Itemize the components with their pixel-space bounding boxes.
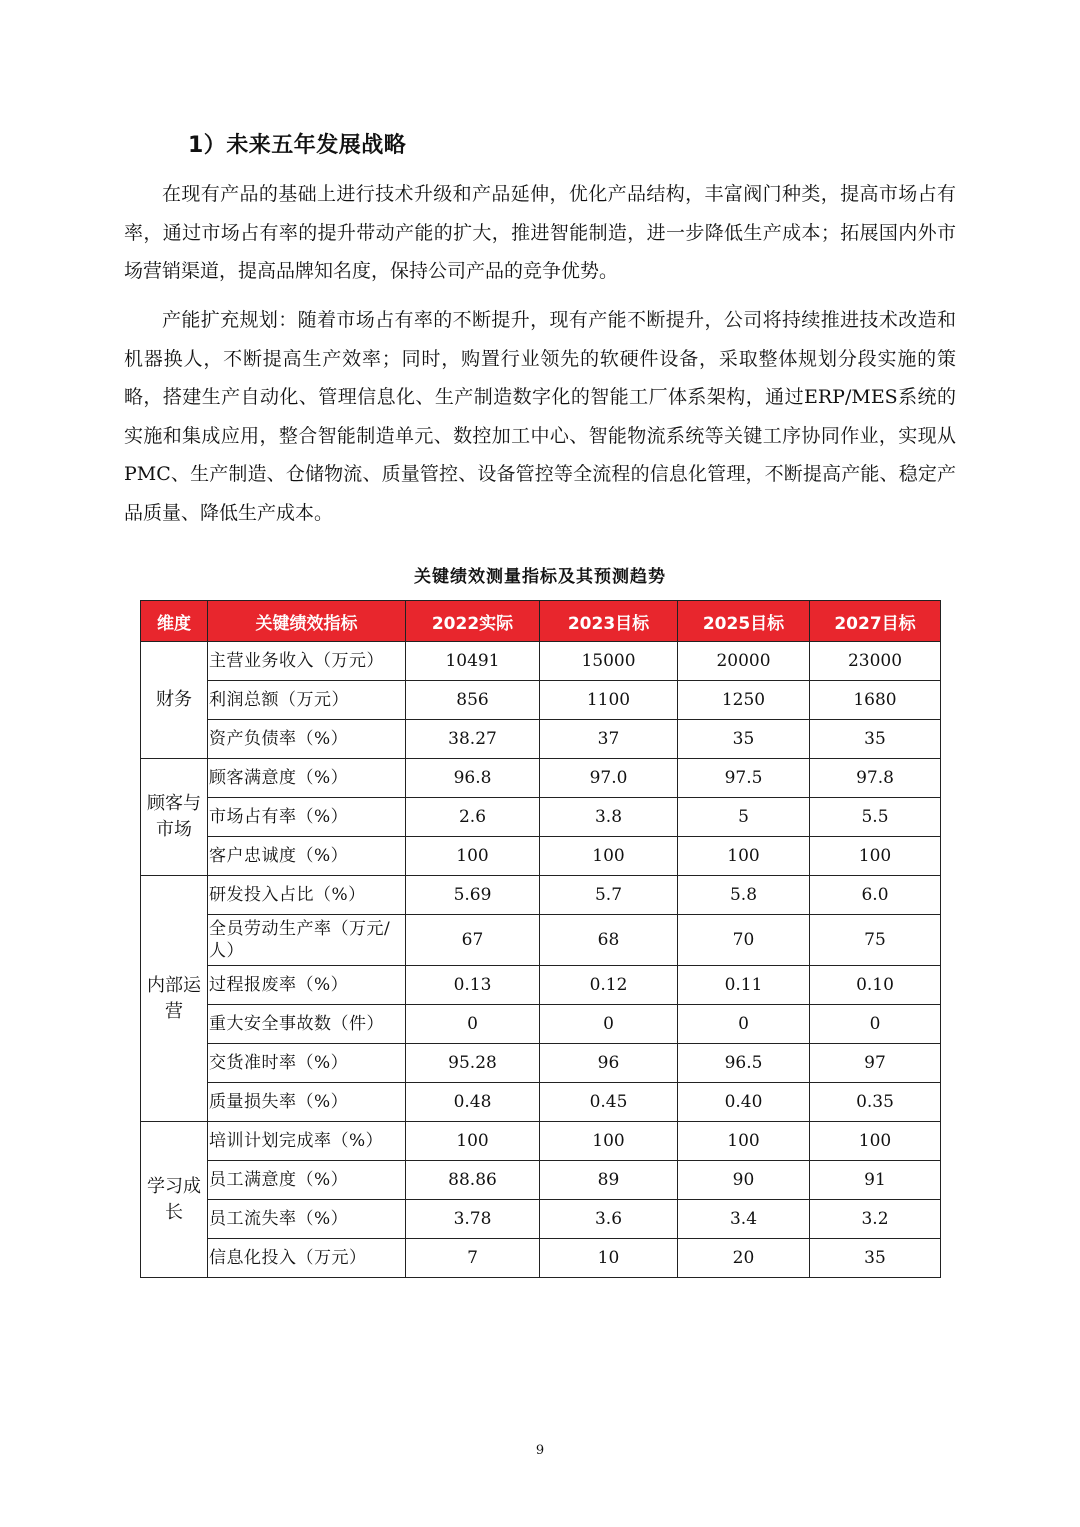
- value-cell: 2.6: [406, 798, 540, 837]
- value-cell: 0: [540, 1005, 678, 1044]
- value-cell: 3.78: [406, 1200, 540, 1239]
- header-dimension: 维度: [141, 601, 208, 642]
- indicator-cell: 利润总额（万元）: [208, 681, 406, 720]
- indicator-cell: 信息化投入（万元）: [208, 1239, 406, 1278]
- value-cell: 5.7: [540, 876, 678, 915]
- table-row: [141, 876, 941, 915]
- value-cell: 91: [810, 1161, 941, 1200]
- indicator-cell: 质量损失率（%）: [208, 1083, 406, 1122]
- dimension-cell: 顾客与市场: [141, 759, 208, 876]
- table-row: [141, 1122, 941, 1161]
- header-indicator: 关键绩效指标: [208, 601, 406, 642]
- value-cell: 7: [406, 1239, 540, 1278]
- dimension-cell: 学习成长: [141, 1122, 208, 1278]
- value-cell: 68: [540, 915, 678, 966]
- value-cell: 6.0: [810, 876, 941, 915]
- indicator-cell: 全员劳动生产率（万元/人）: [208, 915, 406, 966]
- table-row: [141, 966, 941, 1005]
- paragraph-strategy: 在现有产品的基础上进行技术升级和产品延伸，优化产品结构，丰富阀门种类，提高市场占有率，通过市场占有率的提升带动产能的扩大，推进智能制造，进一步降低生产成本；拓展国内外市场营销渠道，提高品牌知名度，保持公司产品的竞争优势。: [124, 183, 956, 282]
- indicator-cell: 研发投入占比（%）: [208, 876, 406, 915]
- table-row: [141, 759, 941, 798]
- header-2023: 2023目标: [540, 601, 678, 642]
- value-cell: 37: [540, 720, 678, 759]
- value-cell: 1250: [678, 681, 810, 720]
- table-row: [141, 1200, 941, 1239]
- value-cell: 96.5: [678, 1044, 810, 1083]
- value-cell: 5.8: [678, 876, 810, 915]
- value-cell: 100: [678, 1122, 810, 1161]
- table-row: [141, 1161, 941, 1200]
- value-cell: 20: [678, 1239, 810, 1278]
- header-2022: 2022实际: [406, 601, 540, 642]
- value-cell: 100: [540, 1122, 678, 1161]
- table-row: [141, 642, 941, 681]
- value-cell: 1680: [810, 681, 941, 720]
- header-2027: 2027目标: [810, 601, 941, 642]
- table-row: [141, 1239, 941, 1278]
- indicator-cell: 重大安全事故数（件）: [208, 1005, 406, 1044]
- value-cell: 5.5: [810, 798, 941, 837]
- value-cell: 0.11: [678, 966, 810, 1005]
- indicator-cell: 培训计划完成率（%）: [208, 1122, 406, 1161]
- table-row: [141, 798, 941, 837]
- value-cell: 0.48: [406, 1083, 540, 1122]
- value-cell: 95.28: [406, 1044, 540, 1083]
- value-cell: 35: [810, 720, 941, 759]
- section-heading: 1）未来五年发展战略: [188, 133, 407, 158]
- value-cell: 97.5: [678, 759, 810, 798]
- table-row: [141, 681, 941, 720]
- value-cell: 90: [678, 1161, 810, 1200]
- value-cell: 0.13: [406, 966, 540, 1005]
- value-cell: 38.27: [406, 720, 540, 759]
- value-cell: 100: [406, 1122, 540, 1161]
- value-cell: 10491: [406, 642, 540, 681]
- header-2025: 2025目标: [678, 601, 810, 642]
- value-cell: 0: [810, 1005, 941, 1044]
- value-cell: 0: [678, 1005, 810, 1044]
- value-cell: 75: [810, 915, 941, 966]
- value-cell: 1100: [540, 681, 678, 720]
- table-row: [141, 1083, 941, 1122]
- table-row: [141, 720, 941, 759]
- value-cell: 20000: [678, 642, 810, 681]
- value-cell: 89: [540, 1161, 678, 1200]
- value-cell: 0.35: [810, 1083, 941, 1122]
- table-row: [141, 837, 941, 876]
- value-cell: 97.8: [810, 759, 941, 798]
- value-cell: 10: [540, 1239, 678, 1278]
- value-cell: 97.0: [540, 759, 678, 798]
- value-cell: 88.86: [406, 1161, 540, 1200]
- value-cell: 3.6: [540, 1200, 678, 1239]
- table-row: [141, 1005, 941, 1044]
- indicator-cell: 市场占有率（%）: [208, 798, 406, 837]
- value-cell: 100: [678, 837, 810, 876]
- value-cell: 23000: [810, 642, 941, 681]
- value-cell: 5.69: [406, 876, 540, 915]
- value-cell: 96: [540, 1044, 678, 1083]
- value-cell: 35: [810, 1239, 941, 1278]
- value-cell: 100: [540, 837, 678, 876]
- kpi-table: [140, 600, 941, 1278]
- value-cell: 3.8: [540, 798, 678, 837]
- dimension-cell: 财务: [141, 642, 208, 759]
- paragraph-capacity-plan: 产能扩充规划：随着市场占有率的不断提升，现有产能不断提升，公司将持续推进技术改造和机器换人，不断提高生产效率；同时，购置行业领先的软硬件设备，采取整体规划分段实施的策略，搭建生产自动化、管理信息化、生产制造数字化的智能工厂体系架构，通过ERP/MES系统的实施和集成应用，整合智能制造单元、数控加工中心、智能物流系统等关键工序协同作业，实现从PMC、生产制造、仓储物流、质量管控、设备管控等全流程的信息化管理，不断提高产能、稳定产品质量、降低生产成本。: [124, 309, 956, 524]
- value-cell: 0: [406, 1005, 540, 1044]
- value-cell: 856: [406, 681, 540, 720]
- indicator-cell: 资产负债率（%）: [208, 720, 406, 759]
- indicator-cell: 员工流失率（%）: [208, 1200, 406, 1239]
- value-cell: 96.8: [406, 759, 540, 798]
- indicator-cell: 主营业务收入（万元）: [208, 642, 406, 681]
- value-cell: 0.40: [678, 1083, 810, 1122]
- indicator-cell: 交货准时率（%）: [208, 1044, 406, 1083]
- value-cell: 15000: [540, 642, 678, 681]
- value-cell: 97: [810, 1044, 941, 1083]
- value-cell: 100: [810, 1122, 941, 1161]
- value-cell: 67: [406, 915, 540, 966]
- table-row: [141, 915, 941, 966]
- dimension-cell: 内部运营: [141, 876, 208, 1122]
- value-cell: 35: [678, 720, 810, 759]
- value-cell: 5: [678, 798, 810, 837]
- indicator-cell: 客户忠诚度（%）: [208, 837, 406, 876]
- value-cell: 0.10: [810, 966, 941, 1005]
- page-number: 9: [535, 1443, 545, 1458]
- value-cell: 3.2: [810, 1200, 941, 1239]
- indicator-cell: 过程报废率（%）: [208, 966, 406, 1005]
- table-title: 关键绩效测量指标及其预测趋势: [414, 567, 666, 587]
- indicator-cell: 员工满意度（%）: [208, 1161, 406, 1200]
- value-cell: 3.4: [678, 1200, 810, 1239]
- value-cell: 70: [678, 915, 810, 966]
- value-cell: 0.45: [540, 1083, 678, 1122]
- value-cell: 100: [810, 837, 941, 876]
- indicator-cell: 顾客满意度（%）: [208, 759, 406, 798]
- table-row: [141, 1044, 941, 1083]
- value-cell: 100: [406, 837, 540, 876]
- table-header-row: [141, 601, 941, 642]
- value-cell: 0.12: [540, 966, 678, 1005]
